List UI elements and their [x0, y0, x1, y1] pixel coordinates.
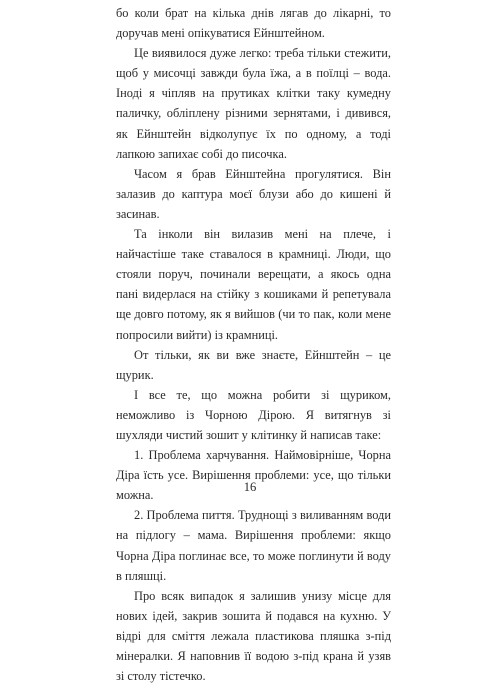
paragraph-5: От тільки, як ви вже знаєте, Ейнштейн – це щурик. — [116, 347, 391, 382]
body-text — [116, 3, 391, 686]
paragraph-9: Про всяк випадок я залишив унизу місце для нових ідей, закрив зошита й подався на кухню. У відрі для сміття лежала пластикова пляшка з-під мінералки. Я наповнив її водою з-під крана й узяв зі столу тістечко. — [116, 588, 391, 684]
paragraph-6: І все те, що можна робити зі щуриком, неможливо із Чорною Дірою. Я витягнув зі шухляди чистий зошит у клітинку й написав таке: — [116, 387, 391, 442]
paragraph-4: Та інколи він вилазив мені на плече, і найчастіше таке ставалося в крамниці. Люди, що стояли поруч, починали верещати, а якось одна пані видерлася на стійку з кошиками й репетувала ще довго потому, як я вийшов (чи то пак, коли мене попросили вийти) із крамниці. — [116, 227, 391, 342]
paragraph-3: Часом я брав Ейнштейна прогулятися. Він залазив до каптура моєї блузи або до кишені й засинав. — [116, 166, 391, 221]
paragraph-1: бо коли брат на кілька днів лягав до лікарні, то доручав мені опікуватися Ейнштейном. — [116, 6, 391, 41]
paragraph-8: 2. Проблема пиття. Труднощі з виливанням води на підлогу – мама. Вирішення проблеми: якщо Чорна Діра поглинає все, то може поглинути й воду в пляшці. — [116, 508, 391, 583]
paragraph-7: 1. Проблема харчування. Наймовірніше, Чорна Діра їсть усе. Вирішення проблеми: усе, що тільки можна. — [116, 448, 391, 503]
page-number: 16 — [243, 480, 257, 494]
paragraph-2: Це виявилося дуже легко: треба тільки стежити, щоб у мисочці завжди була їжа, а в поїлці – вода. Іноді я чіпляв на прутиках клітки таку кумедну паличку, обліплену різними зернятами, і дивився, як Ейнштейн відколупує їх по одному, а тоді лапкою запихає собі до писочка. — [116, 46, 391, 161]
